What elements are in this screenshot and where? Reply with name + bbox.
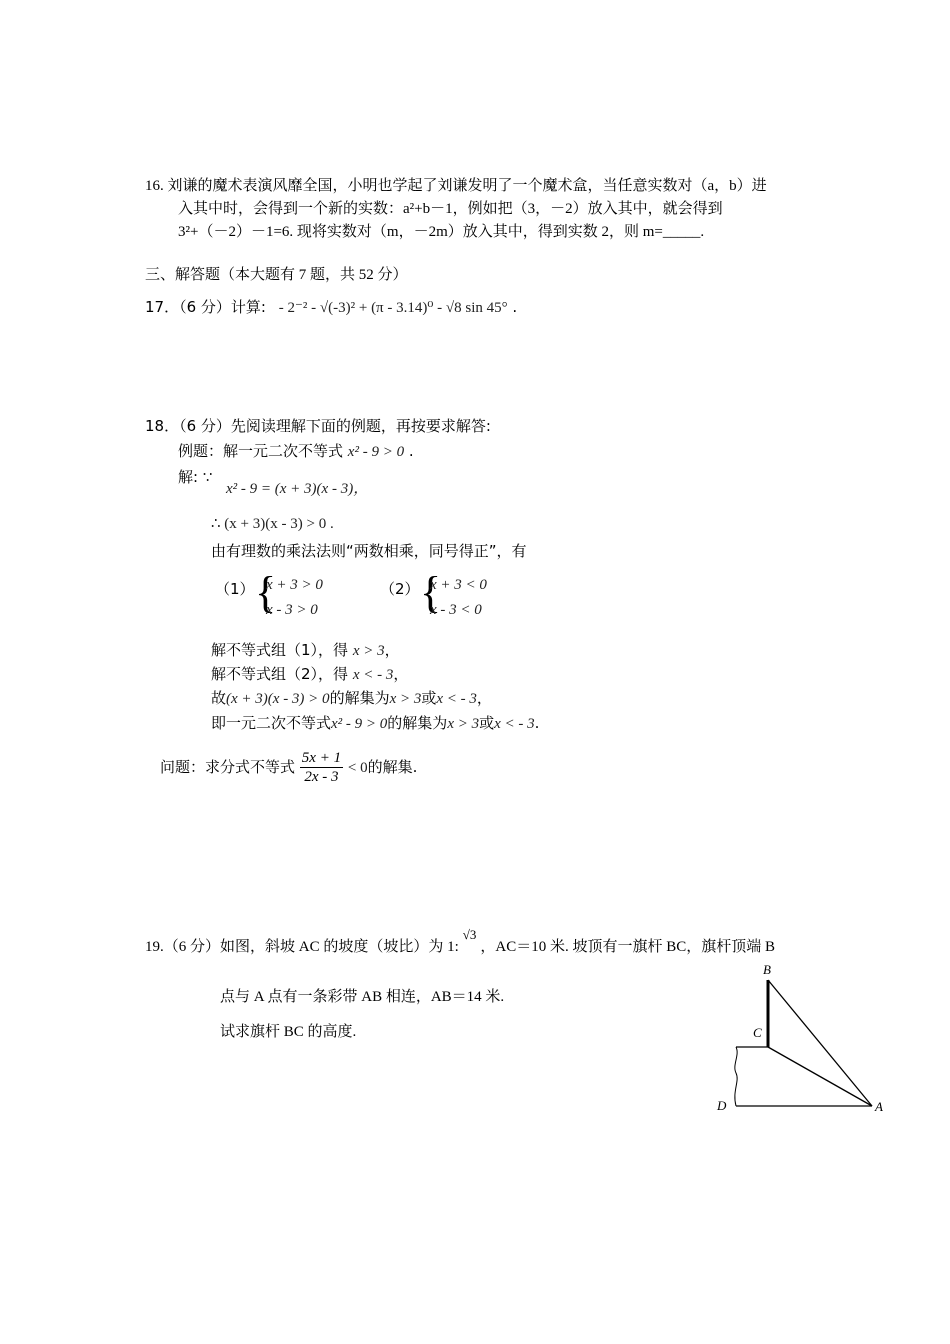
q18-rule: 由有理数的乘法法则“两数相乘，同号得正”，有: [211, 542, 527, 560]
q18-solve2-text: 解不等式组（2），得: [211, 665, 349, 683]
q18-ie-c: x > 3: [447, 716, 480, 732]
q18-frac-num: 5x + 1: [301, 750, 342, 766]
q18-solve1-res: x > 3: [352, 643, 385, 659]
q18-question-end: 的解集.: [367, 758, 418, 776]
q18-so-expr: (x + 3)(x - 3) > 0: [226, 691, 330, 707]
q18-sys1-b: x - 3 > 0: [266, 602, 318, 618]
q18-sys2-a: x + 3 < 0: [430, 577, 487, 593]
q18-sys1-label: （1）: [215, 580, 255, 598]
q18-so-c: x > 3: [389, 691, 422, 707]
q16-line3: 3²+（－2）－1=6. 现将实数对（m，－2m）放入其中，得到实数 2，则 m=_____.: [178, 224, 705, 240]
q18-sys1-brace: {: [255, 568, 277, 617]
break-curve: [735, 1047, 737, 1106]
q19-line3: 试求旗杆 BC 的高度.: [220, 1024, 357, 1040]
q18-ie-expr: x² - 9 > 0: [331, 716, 388, 732]
q18-factor-expr: x² - 9 = (x + 3)(x - 3): [226, 481, 354, 497]
q18-or-2: 或: [479, 714, 495, 732]
q18-sys2-label: （2）: [380, 580, 420, 598]
label-d: D: [717, 1098, 727, 1113]
q18-period: .: [408, 442, 414, 460]
q18-sys2-b: x - 3 < 0: [430, 602, 482, 618]
q18-so-a: 故: [211, 689, 227, 707]
q18-solve1: 解不等式组（1），得 x > 3，: [211, 641, 400, 659]
q19-text-a: 如图，斜坡 AC 的坡度（坡比）为 1:: [220, 939, 459, 955]
slope-ac: [768, 1047, 872, 1106]
q18-ie-d: x < - 3: [494, 716, 535, 732]
q19-line2: 点与 A 点有一条彩带 AB 相连，AB＝14 米.: [220, 989, 505, 1005]
q18-ie-b: 的解集为: [387, 714, 448, 732]
q18-example-expr: x² - 9 > 0: [347, 444, 405, 460]
q18-frac-den: 2x - 3: [304, 769, 339, 785]
q18-example: [178, 440, 414, 463]
q18-so: 故(x + 3)(x - 3) > 0的解集为x > 3或x < - 3，: [211, 689, 492, 707]
ribbon-ab: [768, 980, 872, 1106]
q18-example-label: 例题：解一元二次不等式: [178, 442, 344, 460]
q19-figure: [700, 955, 900, 1130]
q18-or-1: 或: [421, 689, 437, 707]
q17-label: 17．（6 分）计算:: [145, 298, 266, 316]
q18-solution-label: [178, 466, 212, 489]
q19-line1: [145, 927, 776, 958]
q18-frac-tail: < 0: [347, 760, 368, 776]
label-b: B: [763, 962, 771, 977]
q17-end: .: [512, 298, 518, 316]
q18-solve1-text: 解不等式组（1），得: [211, 641, 349, 659]
q18-so-d: x < - 3: [436, 691, 477, 707]
q18-question-text: 问题：求分式不等式: [160, 758, 296, 776]
section3-heading: 三、解答题（本大题有 7 题，共 52 分）: [145, 267, 408, 283]
q18-fraction: [300, 749, 343, 786]
q19-label: 19.（6 分）: [145, 939, 221, 955]
q18-intro: 18．（6 分）先阅读理解下面的例题，再按要求解答:: [145, 417, 491, 435]
q18-solve2: 解不等式组（2），得 x < - 3，: [211, 665, 409, 683]
q18-so-b: 的解集为: [329, 689, 390, 707]
q17: [145, 296, 517, 319]
q18-factor: [226, 478, 368, 500]
q17-expression: - 2⁻² - √(-3)² + (π - 3.14)⁰ - √8 sin 45°: [278, 300, 508, 316]
q18-comma: ，: [353, 481, 369, 497]
q16-line2: 入其中时，会得到一个新的实数：a²+b－1，例如把（3，－2）放入其中，就会得到: [178, 201, 723, 217]
q18-sys1-a: x + 3 > 0: [266, 577, 323, 593]
q16-line1: 16. 刘谦的魔术表演风靡全国，小明也学起了刘谦发明了一个魔术盒，当任意实数对（a，b）进: [145, 178, 767, 194]
q18-question: [160, 748, 417, 787]
q18-sys2-brace: {: [420, 568, 442, 617]
q18-ie-a: 即一元二次不等式: [211, 714, 332, 732]
q18-solve2-res: x < - 3: [352, 667, 394, 683]
q18-because: ∵: [202, 470, 213, 486]
label-c: C: [753, 1025, 762, 1040]
q18-ie: 即一元二次不等式x² - 9 > 0的解集为x > 3或x < - 3.: [211, 714, 540, 732]
q18-therefore: ∴ (x + 3)(x - 3) > 0 .: [211, 516, 334, 532]
q19-text-b: ，AC＝10 米. 坡顶有一旗杆 BC，旗杆顶端 B: [480, 939, 776, 955]
label-a: A: [875, 1099, 883, 1114]
q19-sqrt3: √3: [462, 927, 477, 942]
q18-sol-label: 解:: [178, 468, 199, 486]
